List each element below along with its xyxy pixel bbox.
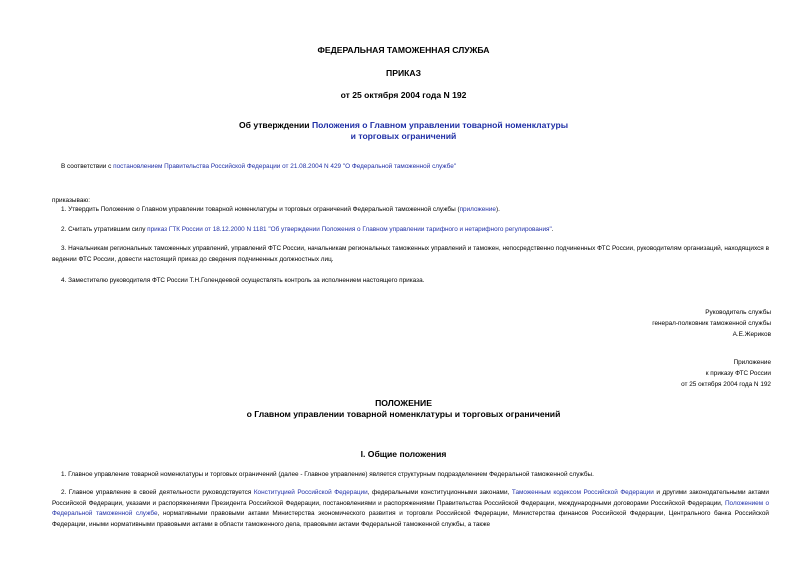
appendix-order-ref: к приказу ФТС России	[705, 370, 771, 377]
item-4: 4. Заместителю руководителя ФТС России Т.Н.Голендеевой осуществлять контроль за исполнением настоящего приказа.	[61, 277, 425, 284]
signature-name: А.Е.Жериков	[732, 331, 771, 338]
section-paragraph-1: 1. Главное управление товарной номенклатуры и торговых ограничений (далее - Главное управление) является структурным подразделением Федеральной таможенной службы.	[61, 471, 594, 478]
section-heading: I. Общие положения	[360, 449, 447, 459]
appendix-date: от 25 октября 2004 года N 192	[681, 381, 771, 388]
signature-position: Руководитель службы	[705, 309, 771, 316]
government-decree-link[interactable]: постановлением Правительства Российской Федерации от 21.08.2004 N 429 "О Федеральной таможенной службе"	[113, 163, 457, 170]
agency-title: ФЕДЕРАЛЬНАЯ ТАМОЖЕННАЯ СЛУЖБА	[317, 45, 490, 55]
section-paragraph-2	[52, 488, 769, 530]
paragraph-2-part-a: 2. Главное управление в своей деятельности руководствуется	[61, 489, 254, 496]
signature-rank: генерал-полковник таможенной службы	[652, 320, 771, 327]
item-2	[61, 225, 554, 234]
regulation-link[interactable]: Положения о Главном управлении товарной номенклатуры	[311, 120, 569, 130]
appendix-link[interactable]: приложение	[459, 206, 496, 213]
order-date: от 25 октября 2004 года N 192	[340, 90, 467, 100]
appendix-label: Приложение	[733, 359, 771, 366]
paragraph-2-part-c: и другими законодательными актами Российской Федерации, указами и распоряжениями Президента Российской Федерации, постановлениями и распоряжениями Правительства Российской Федерации, международными договорами Российской Федерации,	[52, 489, 769, 507]
item-1-text: 1. Утвердить Положение о Главном управлении товарной номенклатуры и торговых ограничений Федеральной таможенной службы (	[61, 206, 460, 213]
regulation-title: ПОЛОЖЕНИЕ	[375, 398, 432, 408]
customs-code-link[interactable]: Таможенным кодексом Российской Федерации	[511, 489, 654, 496]
constitution-link[interactable]: Конституцией Российской Федерации	[253, 489, 368, 496]
preamble-prefix: В соответствии с	[61, 163, 114, 170]
order-subject-prefix: Об утверждении	[238, 120, 312, 130]
fts-regulation-link[interactable]: Положением о Федеральной таможенной службе	[52, 499, 770, 517]
item-2-tail: .	[551, 226, 554, 233]
regulation-subtitle: о Главном управлении товарной номенклатуры и торговых ограничений	[246, 409, 561, 419]
paragraph-2-part-d: , нормативными правовыми актами Министерства экономического развития и торговли Российской Федерации, Министерства финансов Российской Федерации, Центрального банка Российской Федерации, иными нормативными правовыми актами в области таможенного дела, правовыми актами Федеральной таможенной службы, а также	[52, 510, 770, 528]
item-1-tail: ).	[495, 206, 500, 213]
item-3: 3. Начальникам региональных таможенных управлений, управлений ФТС России, начальникам региональных таможенных управлений и таможен, непосредственно подчиненных ФТС России, руководителям организаций, находящихся в ведении ФТС России, довести настоящий приказ до сведения подчиненных должностных лиц.	[52, 245, 769, 263]
paragraph-2-part-b: , федеральными конституционными законами,	[367, 489, 512, 496]
order-subject	[0, 120, 807, 131]
order-title: ПРИКАЗ	[386, 68, 421, 78]
gtk-order-link[interactable]: приказ ГТК России от 18.12.2000 N 1181 "Об утверждении Положения о Главном управлении тарифного и нетарифного регулирования"	[147, 226, 552, 233]
item-2-text: 2. Считать утратившим силу	[61, 226, 148, 233]
order-word: приказываю:	[52, 197, 90, 204]
preamble	[61, 162, 456, 171]
order-subject-line2[interactable]: и торговых ограничений	[350, 131, 457, 141]
item-1	[61, 205, 500, 214]
